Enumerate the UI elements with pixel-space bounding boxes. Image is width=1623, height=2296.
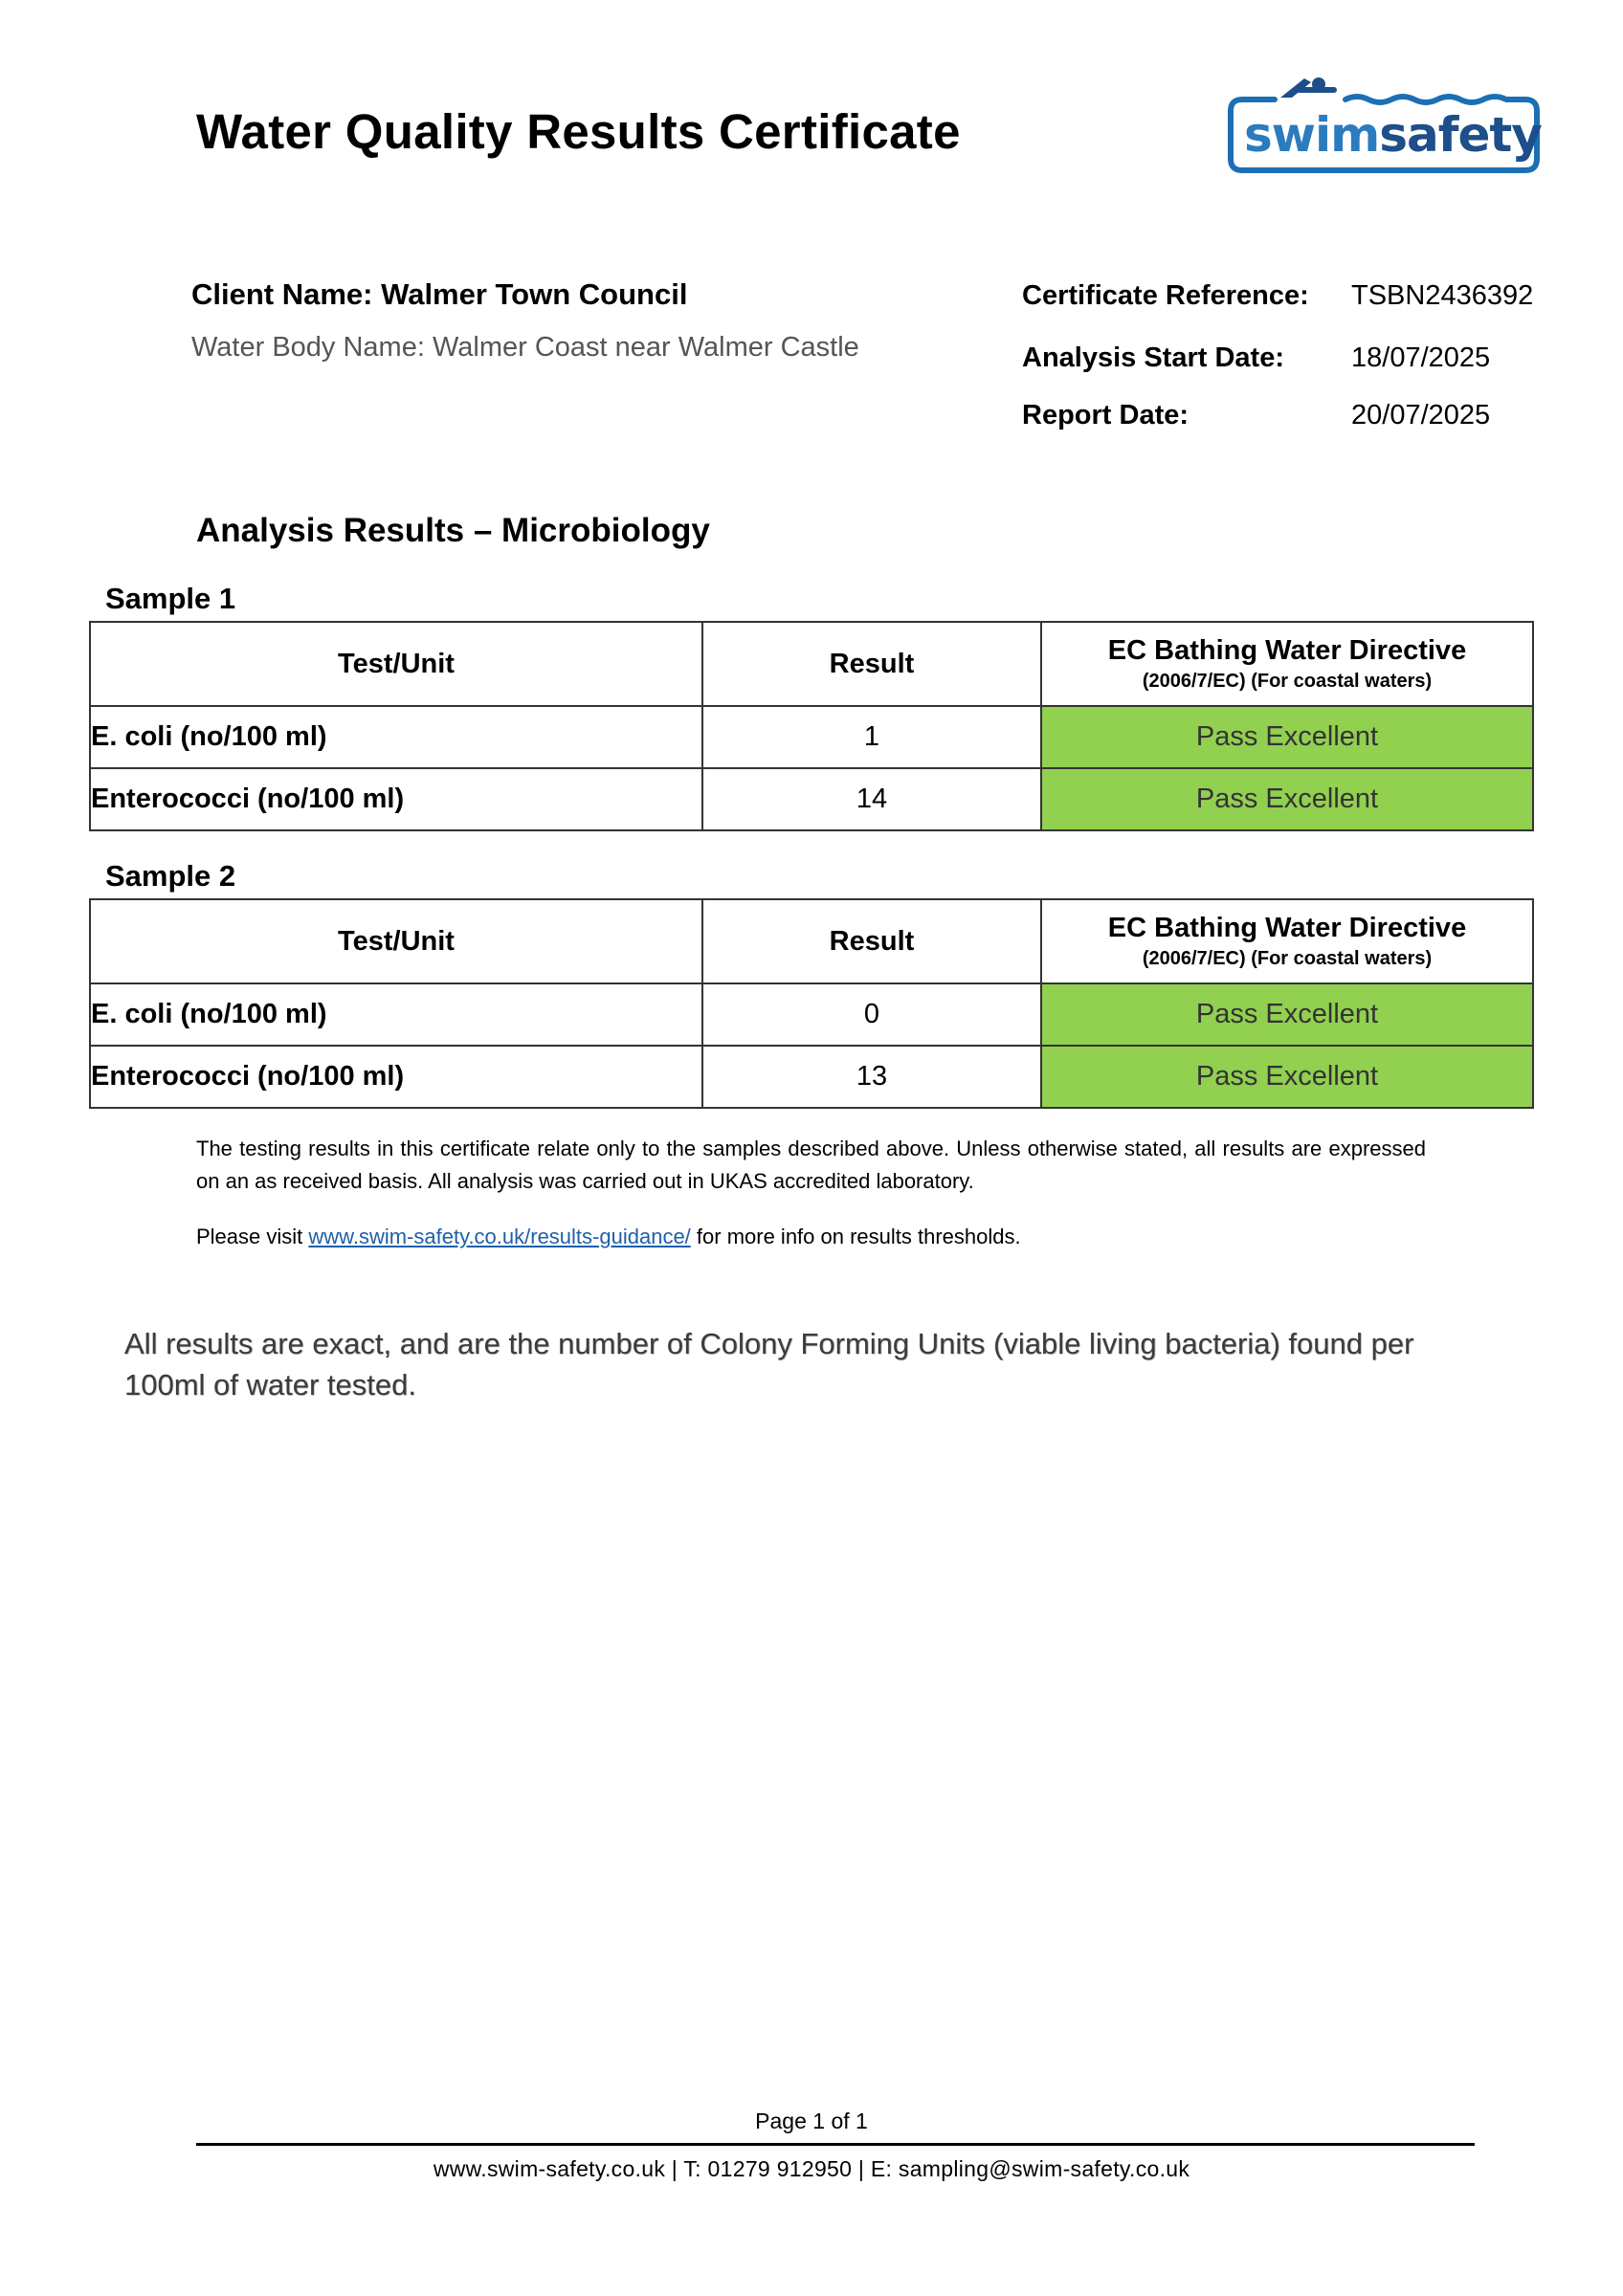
status-badge: Pass Excellent: [1041, 706, 1533, 768]
exact-results-note: All results are exact, and are the number of Colony Forming Units (viable living bacteria) found per 100ml of water tested.: [124, 1327, 1414, 1402]
sample-title: Sample 1: [105, 582, 236, 615]
result-header: Result: [702, 899, 1041, 983]
table-header-row: [90, 899, 1533, 983]
guidance-suffix: for more info on results thresholds.: [690, 1225, 1021, 1248]
test-name: Enterococci (no/100 ml): [90, 768, 702, 830]
footer-divider: [196, 2143, 1475, 2146]
test-name: Enterococci (no/100 ml): [90, 1046, 702, 1108]
certificate-reference-label: Certificate Reference:: [1022, 280, 1309, 311]
status-badge: Pass Excellent: [1041, 983, 1533, 1046]
section-title: Analysis Results – Microbiology: [196, 512, 710, 549]
table-row: [90, 983, 1533, 1046]
swimmer-icon: [1280, 77, 1334, 98]
result-value: 1: [702, 706, 1041, 768]
analysis-start-date-label: Analysis Start Date:: [1022, 342, 1284, 373]
analysis-start-date-value: 18/07/2025: [1351, 342, 1491, 373]
results-guidance-link[interactable]: www.swim-safety.co.uk/results-guidance/: [308, 1225, 691, 1248]
status-badge: Pass Excellent: [1041, 768, 1533, 830]
directive-header-subtitle: (2006/7/EC) (For coastal waters): [1142, 671, 1433, 692]
svg-text:swimsafety: [1244, 107, 1542, 163]
status-badge: Pass Excellent: [1041, 1046, 1533, 1108]
guidance-note: [196, 1221, 1426, 1253]
table-row: [90, 1046, 1533, 1108]
result-value: 13: [702, 1046, 1041, 1108]
result-value: 14: [702, 768, 1041, 830]
report-date-value: 20/07/2025: [1351, 400, 1491, 430]
sample-title: Sample 2: [105, 859, 236, 893]
directive-header-title: EC Bathing Water Directive: [1107, 635, 1467, 666]
test-name: E. coli (no/100 ml): [90, 706, 702, 768]
disclaimer-text: The testing results in this certificate relate only to the samples described above. Unless otherwise stated, all results are expressed on an as received basis. All analysis was carried out in UKAS accredited laboratory.: [196, 1137, 1426, 1193]
report-date-label: Report Date:: [1022, 400, 1189, 430]
swimsafety-logo: [1223, 67, 1548, 177]
table-header-row: [90, 622, 1533, 706]
guidance-prefix: Please visit: [196, 1225, 309, 1248]
test-name: E. coli (no/100 ml): [90, 983, 702, 1046]
directive-header-subtitle: (2006/7/EC) (For coastal waters): [1142, 948, 1433, 969]
water-body-name: Water Body Name: Walmer Coast near Walmer Castle: [191, 332, 859, 363]
page-title: Water Quality Results Certificate: [196, 104, 961, 159]
result-value: 0: [702, 983, 1041, 1046]
test-unit-header: Test/Unit: [90, 899, 702, 983]
results-table-sample-1: [89, 621, 1534, 831]
certificate-reference-value: TSBN2436392: [1351, 280, 1534, 311]
logo-text-swim: swim: [1244, 107, 1380, 163]
logo-text-safety: safety: [1379, 107, 1542, 163]
directive-header-title: EC Bathing Water Directive: [1107, 913, 1467, 943]
directive-header: [1041, 899, 1533, 983]
results-table-sample-2: [89, 898, 1534, 1109]
result-header: Result: [702, 622, 1041, 706]
footer-contact: www.swim-safety.co.uk | T: 01279 912950 | E: sampling@swim-safety.co.uk: [433, 2156, 1190, 2181]
table-row: [90, 768, 1533, 830]
client-name: Client Name: Walmer Town Council: [191, 277, 688, 311]
table-row: [90, 706, 1533, 768]
page-number: Page 1 of 1: [755, 2108, 868, 2133]
directive-header: [1041, 622, 1533, 706]
test-unit-header: Test/Unit: [90, 622, 702, 706]
